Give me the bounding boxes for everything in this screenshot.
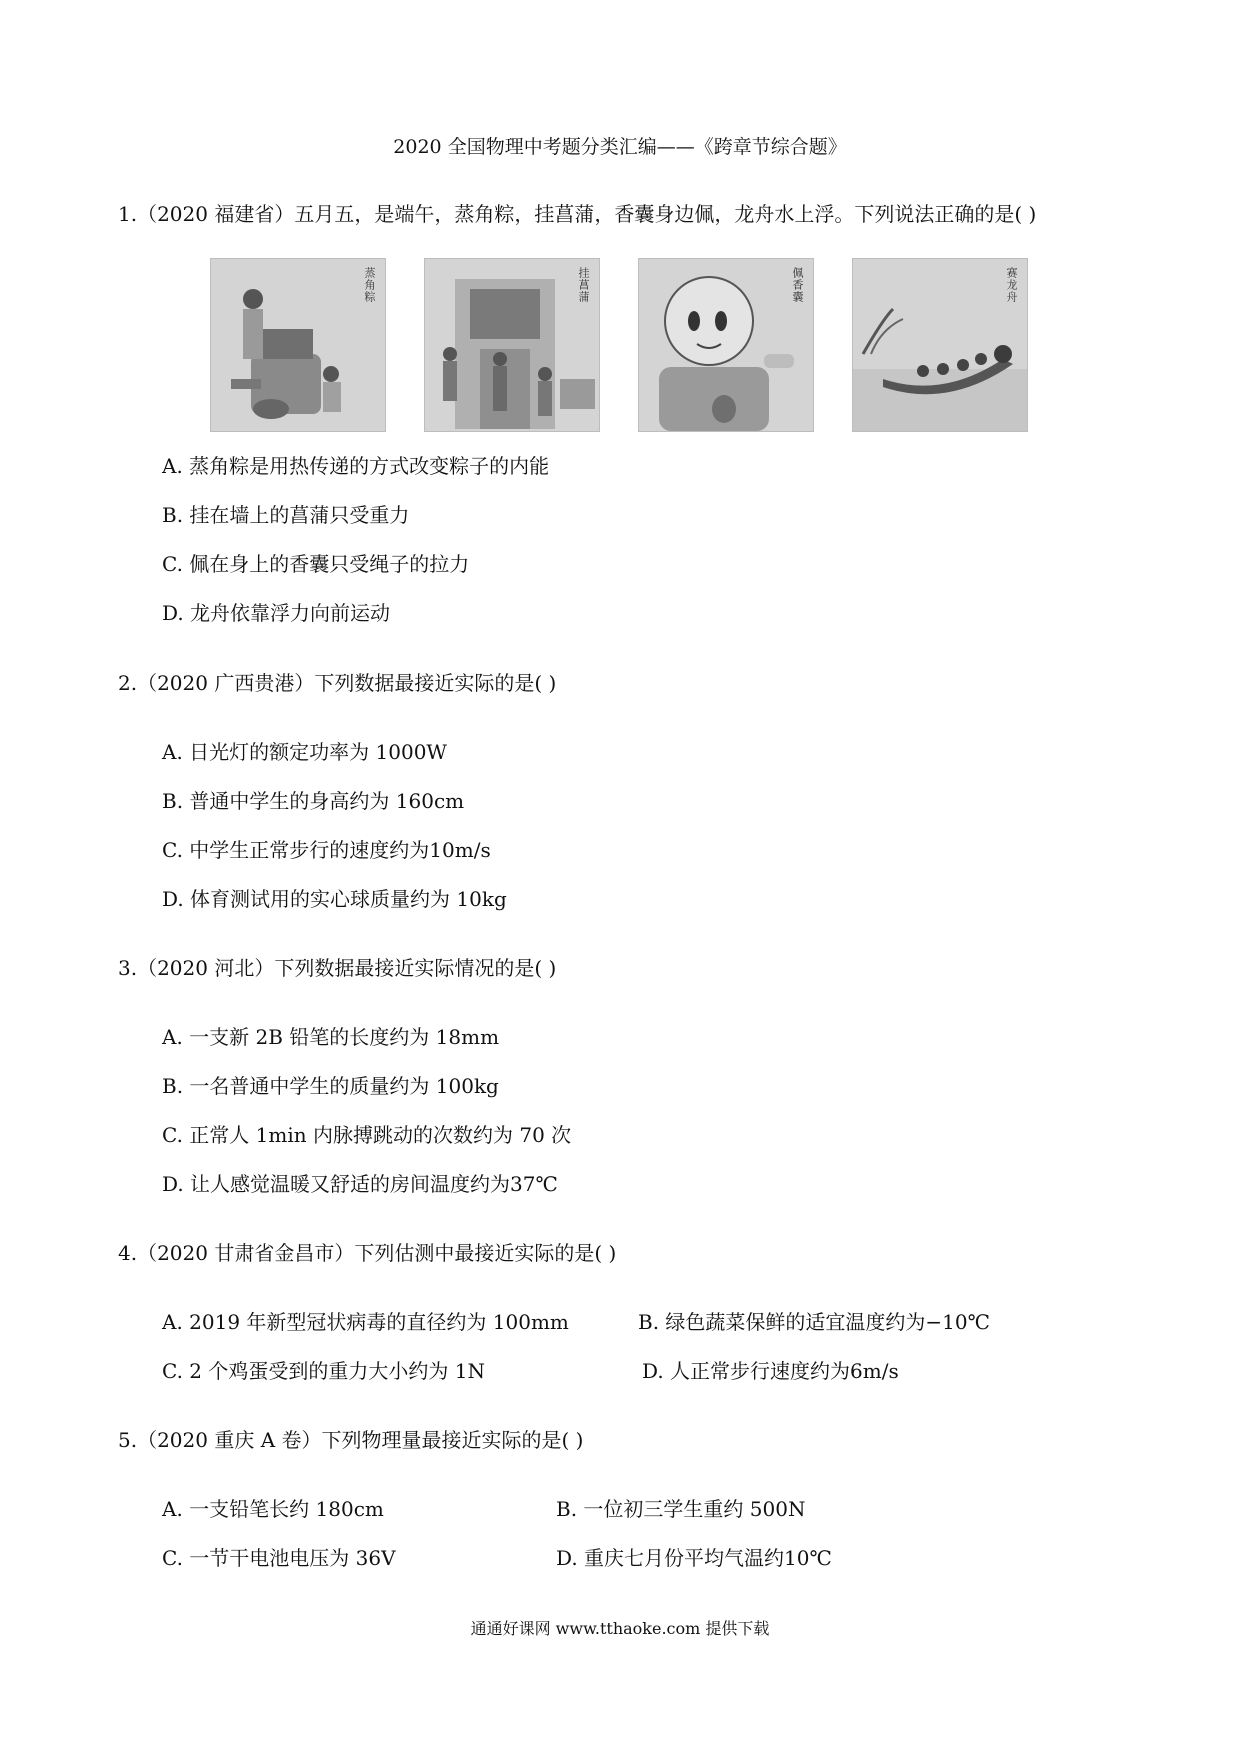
question-3-option-d: D. 让人感觉温暖又舒适的房间温度约为37℃ — [162, 1172, 558, 1196]
question-4-stem: 4.（2020 甘肃省金昌市）下列估测中最接近实际的是( ) — [118, 1241, 617, 1265]
question-2-stem: 2.（2020 广西贵港）下列数据最接近实际的是( ) — [118, 671, 557, 695]
question-3-option-c: C. 正常人 1min 内脉搏跳动的次数约为 70 次 — [162, 1123, 572, 1147]
question-5-option-a: A. 一支铅笔长约 180cm — [162, 1497, 384, 1521]
question-3-stem: 3.（2020 河北）下列数据最接近实际情况的是( ) — [118, 956, 557, 980]
question-3-option-a: A. 一支新 2B 铅笔的长度约为 18mm — [162, 1025, 500, 1049]
page-footer: 通通好课网 www.tthaoke.com 提供下载 — [470, 1619, 770, 1638]
question-5-option-b: B. 一位初三学生重约 500N — [556, 1497, 806, 1521]
question-1-stem: 1.（2020 福建省）五月五，是端午，蒸角粽，挂菖蒲，香囊身边佩，龙舟水上浮。下列说法正确的是( ) — [118, 202, 1037, 226]
question-5-stem: 5.（2020 重庆 A 卷）下列物理量最接近实际的是( ) — [118, 1428, 584, 1452]
question-2-option-b: B. 普通中学生的身高约为 160cm — [162, 789, 465, 813]
question-4-option-a: A. 2019 年新型冠状病毒的直径约为 100mm — [162, 1310, 569, 1334]
question-4-option-b: B. 绿色蔬菜保鲜的适宜温度约为−10℃ — [638, 1310, 990, 1334]
question-5-option-d: D. 重庆七月份平均气温约10℃ — [556, 1546, 832, 1570]
question-4-option-d: D. 人正常步行速度约为6m/s — [642, 1359, 899, 1383]
document-title: 2020 全国物理中考题分类汇编——《跨章节综合题》 — [393, 136, 847, 158]
question-3-option-b: B. 一名普通中学生的质量约为 100kg — [162, 1074, 499, 1098]
question-1-option-c: C. 佩在身上的香囊只受绳子的拉力 — [162, 552, 470, 576]
image-caption: 佩香囊 — [791, 267, 804, 303]
dragon-boat-illustration — [852, 258, 1028, 432]
question-1-option-d: D. 龙舟依靠浮力向前运动 — [162, 601, 391, 625]
image-caption: 挂菖蒲 — [577, 267, 590, 303]
image-caption: 蒸角粽 — [363, 267, 376, 303]
question-2-option-a: A. 日光灯的额定功率为 1000W — [162, 740, 447, 764]
question-2-option-c: C. 中学生正常步行的速度约为10m/s — [162, 838, 491, 862]
question-5-option-c: C. 一节干电池电压为 36V — [162, 1546, 396, 1570]
steaming-zongzi-illustration — [210, 258, 386, 432]
question-4-option-c: C. 2 个鸡蛋受到的重力大小约为 1N — [162, 1359, 485, 1383]
hanging-calamus-illustration — [424, 258, 600, 432]
image-caption: 赛龙舟 — [1005, 267, 1018, 303]
wearing-sachet-illustration — [638, 258, 814, 432]
question-1-option-b: B. 挂在墙上的菖蒲只受重力 — [162, 503, 410, 527]
question-1-option-a: A. 蒸角粽是用热传递的方式改变粽子的内能 — [162, 454, 550, 478]
question-2-option-d: D. 体育测试用的实心球质量约为 10kg — [162, 887, 507, 911]
